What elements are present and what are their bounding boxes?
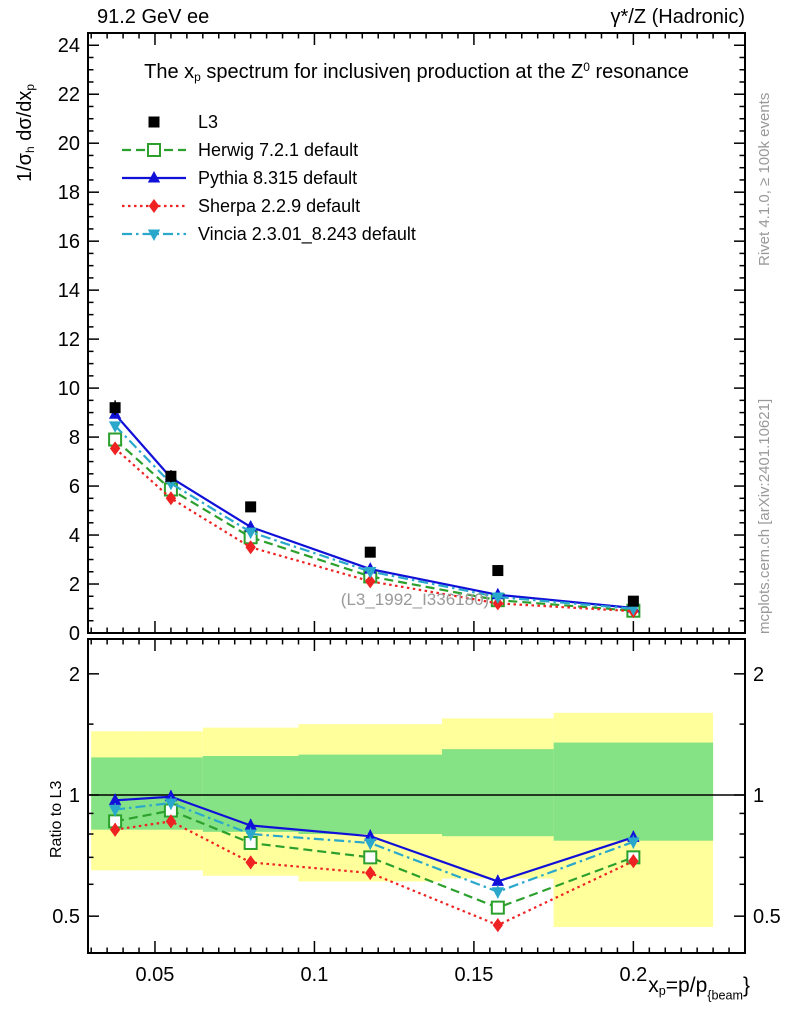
- legend-marker-herwig-7-2-1-default: [120, 140, 188, 160]
- svg-text:22: 22: [57, 84, 80, 107]
- green-band-bin: [442, 749, 554, 836]
- svg-text:12: 12: [57, 329, 80, 352]
- x-axis-label: [648, 974, 750, 1003]
- legend-marker-pythia-8-315-default: [120, 168, 188, 188]
- subscript: p: [22, 83, 37, 91]
- subscript: p: [194, 69, 201, 84]
- svg-text:24: 24: [57, 35, 80, 58]
- svg-text:1: 1: [68, 785, 80, 807]
- header-beam-energy: 91.2 GeV ee: [97, 6, 210, 28]
- svg-text:0.1: 0.1: [300, 964, 329, 986]
- legend: [120, 108, 416, 248]
- svg-text:2: 2: [68, 574, 80, 597]
- svg-text:18: 18: [57, 182, 80, 205]
- subscript: h: [22, 146, 37, 153]
- ratio-uncertainty-bands: [91, 713, 713, 927]
- legend-label: Herwig 7.2.1 default: [198, 139, 359, 160]
- text-run: }: [742, 974, 750, 997]
- svg-text:0.5: 0.5: [753, 906, 781, 929]
- legend-item-sherpa-2-2-9-default: [120, 192, 416, 220]
- text-run: 1/σ: [14, 152, 36, 182]
- svg-text:0.15: 0.15: [454, 964, 494, 986]
- legend-item-l3: [120, 108, 416, 136]
- legend-label: Vincia 2.3.01_8.243 default: [198, 223, 416, 244]
- legend-item-herwig-7-2-1-default: [120, 136, 416, 164]
- text-run: spectrum for inclusiveη production at the Z: [200, 61, 584, 83]
- main-curve: [115, 440, 633, 611]
- svg-text:2: 2: [68, 663, 80, 686]
- svg-text:6: 6: [68, 476, 80, 499]
- legend-marker-sherpa-2-2-9-default: [120, 196, 188, 216]
- watermark-analysis-id: (L3_1992_I336180): [340, 590, 490, 609]
- text-run: dσ/dx: [14, 90, 36, 147]
- svg-text:20: 20: [57, 133, 80, 156]
- legend-item-pythia-8-315-default: [120, 164, 416, 192]
- legend-label: Pythia 8.315 default: [198, 167, 358, 188]
- y-axis-label-ratio: Ratio to L3: [48, 780, 65, 858]
- superscript: 0: [583, 60, 590, 74]
- svg-text:8: 8: [68, 427, 80, 450]
- green-band-bin: [554, 743, 713, 841]
- subscript: p: [658, 983, 666, 998]
- svg-text:1: 1: [753, 785, 765, 807]
- svg-text:0.05: 0.05: [135, 964, 175, 986]
- legend-marker-l3: [120, 112, 188, 132]
- y-axis-label-main: [14, 84, 37, 182]
- text-run: =p/p: [665, 974, 708, 997]
- svg-text:0.2: 0.2: [619, 964, 648, 986]
- legend-marker-vincia-2-3-01-8-243-default: [120, 224, 188, 244]
- subscript: {beam: [707, 988, 743, 1003]
- legend-label: Sherpa 2.2.9 default: [198, 195, 361, 216]
- svg-text:16: 16: [57, 231, 80, 254]
- text-run: The x: [144, 61, 195, 83]
- svg-text:14: 14: [57, 280, 80, 303]
- svg-text:10: 10: [57, 378, 80, 401]
- text-run: x: [648, 974, 659, 997]
- svg-text:0: 0: [68, 623, 80, 645]
- main-curve: [115, 448, 633, 611]
- legend-label: L3: [198, 111, 219, 132]
- svg-text:0.5: 0.5: [52, 906, 80, 929]
- header-process: γ*/Z (Hadronic): [610, 6, 745, 28]
- plot-title: [88, 60, 745, 84]
- svg-text:2: 2: [753, 663, 765, 686]
- text-run: resonance: [589, 61, 689, 83]
- side-note-rivet: Rivet 4.1.0, ≥ 100k events: [756, 92, 773, 266]
- legend-item-vincia-2-3-01-8-243-default: [120, 220, 416, 248]
- side-note-mcplots: mcplots.cern.ch [arXiv:2401.10621]: [756, 398, 773, 634]
- svg-text:4: 4: [68, 525, 80, 548]
